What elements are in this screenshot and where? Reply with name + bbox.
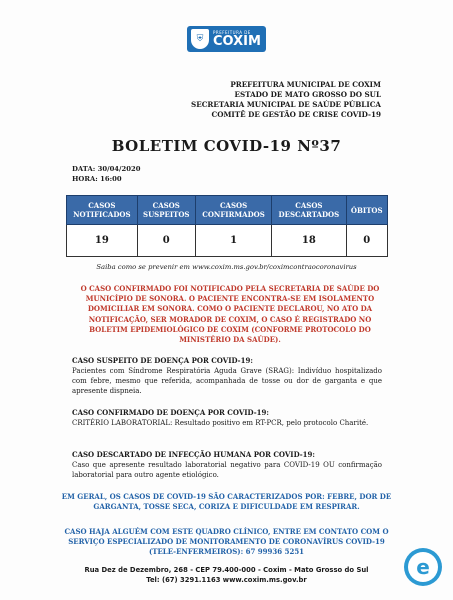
section-body: Caso que apresente resultado laboratorial negativo para COVID-19 OU confirmação laboratorial para outro agente etiológico. — [72, 461, 382, 479]
section-heading: CASO CONFIRMADO DE DOENÇA POR COVID-19: — [72, 408, 269, 417]
prevention-link[interactable]: Saiba como se prevenir em www.coxim.ms.gov.br/coximcontraocoronavirus — [96, 263, 357, 271]
header-line: SECRETARIA MUNICIPAL DE SAÚDE PÚBLICA — [191, 100, 381, 109]
value-notificados: 19 — [67, 225, 138, 257]
footer-contact: Tel: (67) 3291.1163 www.coxim.ms.gov.br — [146, 576, 307, 584]
section-heading: CASO SUSPEITO DE DOENÇA POR COVID-19: — [72, 356, 253, 365]
header-suspeitos: CASOS SUSPEITOS — [137, 196, 195, 225]
value-suspeitos: 0 — [137, 225, 195, 257]
section-body: Pacientes com Síndrome Respiratória Aguda Grave (SRAG): Indivíduo hospitalizado com febre, mesmo que referida, acompanhada de tosse ou dor de garganta e que apresente dispneia. — [72, 367, 382, 395]
suspect-case-section — [72, 356, 382, 396]
symptoms-note: EM GERAL, OS CASOS DE COVID-19 SÃO CARACTERIZADOS POR: FEBRE, DOR DE GARGANTA, TOSSE SECA, CORIZA E DIFICULDADE EM RESPIRAR. — [61, 492, 392, 512]
table-header-row — [67, 196, 388, 225]
logo-name: COXIM — [213, 33, 261, 49]
bulletin-meta — [72, 164, 140, 184]
prefeitura-logo — [187, 26, 266, 52]
value-descartados: 18 — [272, 225, 346, 257]
confirmed-case-alert: O CASO CONFIRMADO FOI NOTIFICADO PELA SECRETARIA DE SAÚDE DO MUNICÍPIO DE SONORA. O PACIENTE ENCONTRA-SE EM ISOLAMENTO DOMICILIAR EM SONORA. COMO O PACIENTE DECLAROU, NO ATO DA NOTIFICAÇÃO, SER MORADOR DE COXIM, O CASO É REGISTRADO NO BOLETIM EPIDEMIOLÓGICO DE COXIM (CONFORME PROTOCOLO DO MINISTÉRIO DA SAÚDE). — [80, 284, 380, 345]
cases-table — [66, 195, 388, 257]
bulletin-time: HORA: 16:00 — [72, 175, 122, 183]
header-line: PREFEITURA MUNICIPAL DE COXIM — [230, 80, 381, 89]
bulletin-date: DATA: 30/04/2020 — [72, 165, 141, 173]
e-circle-icon: e — [404, 548, 442, 586]
header-obitos: ÓBITOS — [346, 196, 388, 225]
logo-top-text: PREFEITURA DE — [213, 29, 251, 35]
contact-note: CASO HAJA ALGUÉM COM ESTE QUADRO CLÍNICO, ENTRE EM CONTATO COM O SERVIÇO ESPECIALIZADO DE MONITORAMENTO DE CORONAVÍRUS COVID-19 (TELE-ENFERMEIROS): 67 99936 5251 — [64, 527, 389, 557]
header-notificados: CASOS NOTIFICADOS — [67, 196, 138, 225]
confirmed-case-section — [72, 408, 382, 428]
section-heading: CASO DESCARTADO DE INFECÇÃO HUMANA POR COVID-19: — [72, 450, 316, 459]
footer-address: Rua Dez de Dezembro, 268 - CEP 79.400-000 - Coxim - Mato Grosso do Sul — [84, 566, 369, 574]
discarded-case-section — [72, 450, 382, 480]
value-obitos: 0 — [346, 225, 388, 257]
bulletin-title: BOLETIM COVID-19 Nº37 — [111, 137, 342, 155]
section-body: CRITÉRIO LABORATORIAL: Resultado positivo em RT-PCR, pelo protocolo Charité. — [72, 419, 369, 427]
header-descartados: CASOS DESCARTADOS — [272, 196, 346, 225]
header-line: COMITÊ DE GESTÃO DE CRISE COVID-19 — [211, 110, 381, 119]
header-confirmados: CASOS CONFIRMADOS — [195, 196, 271, 225]
table-row — [67, 225, 388, 257]
value-confirmados: 1 — [195, 225, 271, 257]
footer — [0, 565, 453, 585]
header-line: ESTADO DE MATO GROSSO DO SUL — [234, 90, 381, 99]
coat-of-arms-icon: ⛨ — [191, 29, 209, 49]
institution-header — [191, 80, 381, 120]
